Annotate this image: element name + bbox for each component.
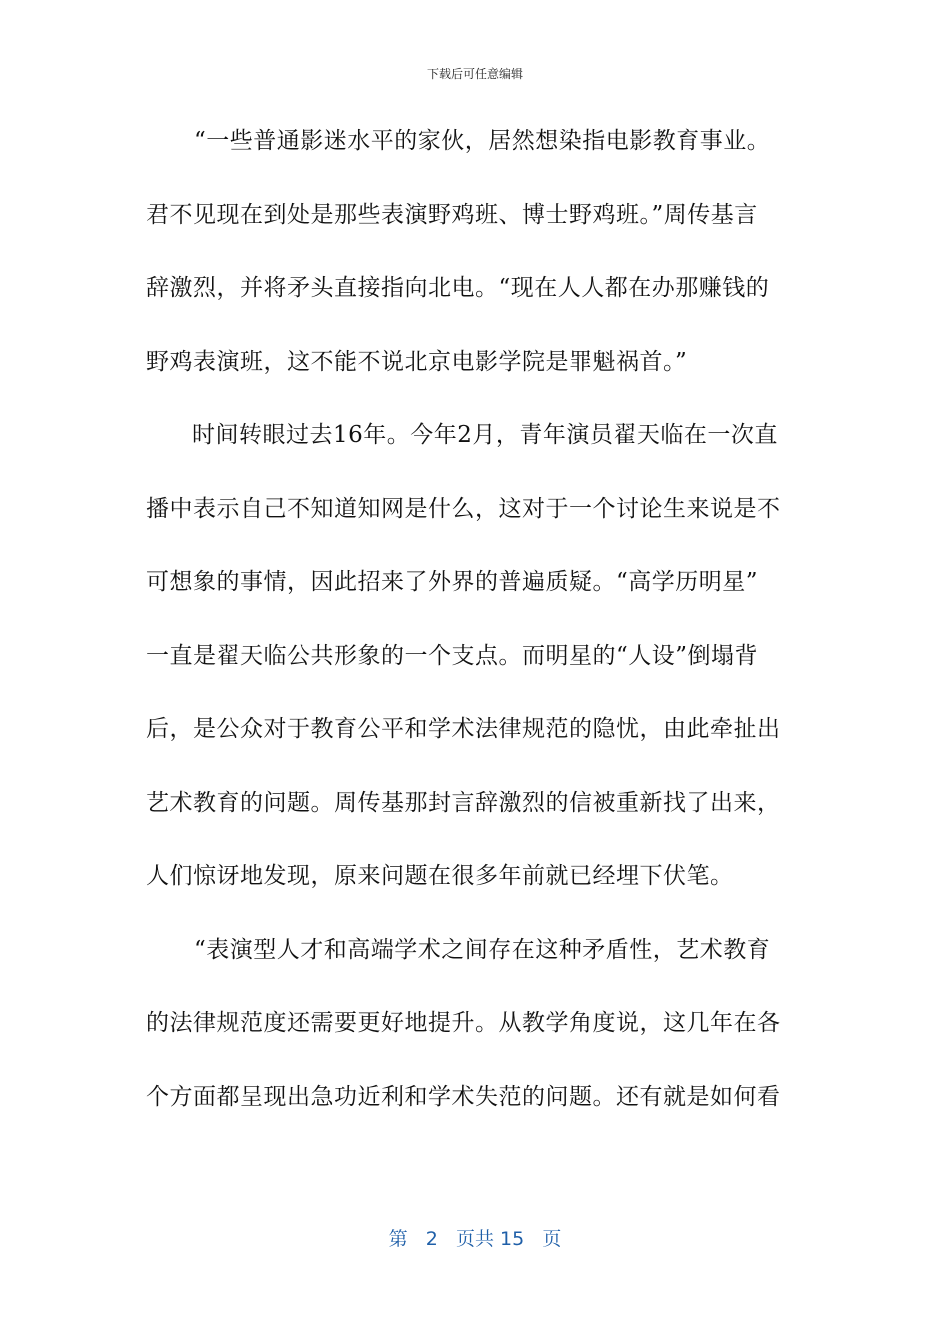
text-line: 艺术教育的问题。周传基那封言辞激烈的信被重新找了出来， — [146, 789, 781, 816]
end-label: 页 — [542, 1228, 562, 1250]
text-line: 可想象的事情，因此招来了外界的普遍质疑。“高学历明星” — [146, 569, 759, 595]
paragraph-2 — [146, 412, 800, 927]
page-header: 下载后可任意编辑 — [426, 67, 523, 81]
document-body — [146, 118, 800, 1147]
text-line: 辞激烈，并将矛头直接指向北电。“现在人人都在办那赚钱的 — [146, 275, 770, 301]
text-line: 播中表示自己不知道知网是什么，这对于一个讨论生来说是不 — [146, 495, 781, 522]
text-line: 人们惊讶地发现，原来问题在很多年前就已经埋下伏笔。 — [146, 863, 734, 889]
page-footer — [0, 1226, 950, 1252]
total-label: 页共 — [455, 1228, 494, 1250]
page-number: 2 — [425, 1228, 438, 1250]
page-label: 第 — [388, 1228, 408, 1250]
text-line: “表演型人才和高端学术之间存在这种矛盾性，艺术教育 — [194, 936, 771, 963]
text-line: 野鸡表演班，这不能不说北京电影学院是罪魁祸首。” — [146, 348, 688, 375]
text-line: 一直是翟天临公共形象的一个支点。而明星的“人设”倒塌背 — [146, 642, 759, 669]
text-line: 的法律规范度还需要更好地提升。从教学角度说，这几年在各 — [146, 1010, 781, 1036]
text-line: 个方面都呈现出急功近利和学术失范的问题。还有就是如何看 — [146, 1083, 781, 1110]
text-line: 君不见现在到处是那些表演野鸡班、博士野鸡班。”周传基言 — [146, 201, 758, 228]
text-line: 后，是公众对于教育公平和学术法律规范的隐忧，由此牵扯出 — [146, 716, 781, 742]
text-line: “一些普通影迷水平的家伙，居然想染指电影教育事业。 — [194, 128, 771, 154]
paragraph-1 — [146, 118, 800, 412]
paragraph-3 — [146, 927, 800, 1148]
total-pages: 15 — [500, 1228, 525, 1250]
text-line: 时间转眼过去16年。今年2月，青年演员翟天临在一次直 — [192, 422, 778, 448]
